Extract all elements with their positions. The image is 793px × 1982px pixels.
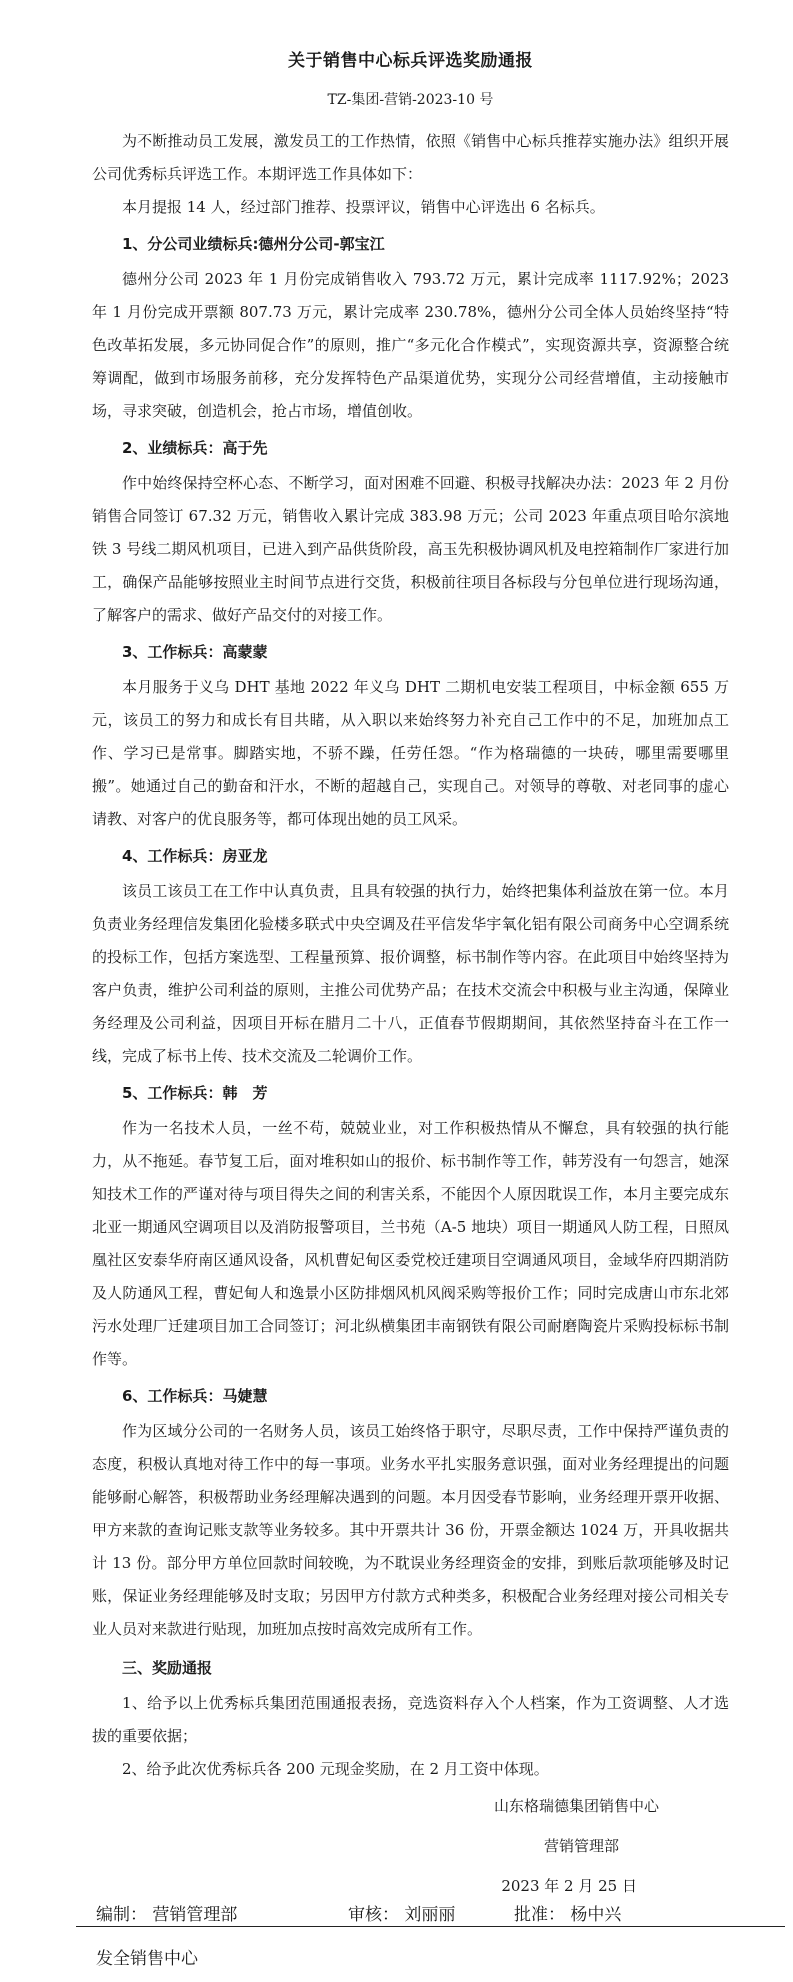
footer-reviewed-by: 审核： 刘丽丽 xyxy=(348,1905,456,1925)
footer-sent-to: 发全销售中心 xyxy=(96,1949,198,1969)
footer-divider xyxy=(76,1926,785,1927)
section-body: 德州分公司 2023 年 1 月份完成销售收入 793.72 万元，累计完成率 1117.92%；2023 年 1 月份完成开票额 807.73 万元，累计完成率 230.78%，德州分公司全体人员始终坚持“特色改革拓发展，多元协同促合作”的原则，推广“多元化合作模式”，实现资源共享，资源整合统筹调配，做到市场服务前移，充分发挥特色产品渠道优势，实现分公司经营增值，主动接触市场，寻求突破，创造机会，抢占市场，增值创收。 xyxy=(92,270,729,420)
section-heading: 5、工作标兵：韩 芳 xyxy=(122,1084,268,1102)
section-heading: 6、工作标兵：马婕慧 xyxy=(122,1387,268,1405)
signature-block xyxy=(92,1786,729,1906)
intro-paragraph: 为不断推动员工发展，激发员工的工作热情，依照《销售中心标兵推荐实施办法》组织开展公司优秀标兵评选工作。本期评选工作具体如下： xyxy=(92,132,729,183)
section-body: 本月服务于义乌 DHT 基地 2022 年义乌 DHT 二期机电安装工程项目，中标金额 655 万元，该员工的努力和成长有目共睹，从入职以来始终努力补充自己工作中的不足，加班加点工作、学习已是常事。脚踏实地，不骄不躁，任劳任怨。“作为格瑞德的一块砖，哪里需要哪里搬”。她通过自己的勤奋和汗水，不断的超越自己，实现自己。对领导的尊敬、对老同事的虚心请教、对客户的优良服务等，都可体现出她的员工风采。 xyxy=(92,678,729,828)
section-heading: 2、业绩标兵：高于先 xyxy=(122,439,268,457)
section-heading: 3、工作标兵：高蒙蒙 xyxy=(122,643,268,661)
section-body: 作为区域分公司的一名财务人员，该员工始终恪于职守，尽职尽责，工作中保持严谨负责的态度，积极认真地对待工作中的每一事项。业务水平扎实服务意识强，面对业务经理提出的问题能够耐心解答，积极帮助业务经理解决遇到的问题。本月因受春节影响，业务经理开票开收据、甲方来款的查询记账支款等业务较多。其中开票共计 36 份，开票金额达 1024 万，开具收据共计 13 份。部分甲方单位回款时间较晚，为不耽误业务经理资金的安排，到账后款项能够及时记账，保证业务经理能够及时支取；另因甲方付款方式种类多，积极配合业务经理对接公司相关专业人员对来款进行贴现，加班加点按时高效完成所有工作。 xyxy=(92,1422,729,1638)
section-heading: 4、工作标兵：房亚龙 xyxy=(122,847,268,865)
document-title: 关于销售中心标兵评选奖励通报 xyxy=(288,51,533,71)
footer-compiled-by: 编制： 营销管理部 xyxy=(96,1905,238,1925)
reward-item: 1、给予以上优秀标兵集团范围通报表扬，竞选资料存入个人档案，作为工资调整、人才选拔的重要依据； xyxy=(92,1694,729,1745)
section-heading: 1、分公司业绩标兵:德州分公司-郭宝江 xyxy=(122,235,385,253)
reward-item: 2、给予此次优秀标兵各 200 元现金奖励，在 2 月工资中体现。 xyxy=(122,1760,549,1778)
signature-department: 营销管理部 xyxy=(543,1837,619,1855)
intro-paragraph: 本月提报 14 人，经过部门推荐、投票评议，销售中心评选出 6 名标兵。 xyxy=(122,198,605,216)
signature-date: 2023 年 2 月 25 日 xyxy=(501,1877,637,1895)
document-number: TZ-集团-营销-2023-10 号 xyxy=(327,92,494,108)
signature-organization: 山东格瑞德集团销售中心 xyxy=(493,1797,659,1815)
section-body: 作为一名技术人员，一丝不苟，兢兢业业，对工作积极热情从不懈怠，具有较强的执行能力，从不拖延。春节复工后，面对堆积如山的报价、标书制作等工作，韩芳没有一句怨言，她深知技术工作的严谨对待与项目得失之间的利害关系，不能因个人原因耽误工作，本月主要完成东北亚一期通风空调项目以及消防报警项目，兰书苑（A-5 地块）项目一期通风人防工程，日照凤凰社区安泰华府南区通风设备，风机曹妃甸区委党校迁建项目空调通风项目，金域华府四期消防及人防通风工程，曹妃甸人和逸景小区防排烟风机风阀采购等报价工作；同时完成唐山市东北郊污水处理厂迁建项目加工合同签订；河北纵横集团丰南钢铁有限公司耐磨陶瓷片采购投标标书制作等。 xyxy=(92,1119,729,1368)
section-body: 作中始终保持空杯心态、不断学习，面对困难不回避、积极寻找解决办法：2023 年 2 月份销售合同签订 67.32 万元，销售收入累计完成 383.98 万元；公司 2023 年重点项目哈尔滨地铁 3 号线二期风机项目，已进入到产品供货阶段，高玉先积极协调风机及电控箱制作厂家进行加工，确保产品能够按照业主时间节点进行交货，积极前往项目各标段与分包单位进行现场沟通，了解客户的需求、做好产品交付的对接工作。 xyxy=(92,474,729,624)
reward-heading: 三、奖励通报 xyxy=(122,1659,213,1677)
footer-approved-by: 批准： 杨中兴 xyxy=(514,1905,622,1925)
section-body: 该员工该员工在工作中认真负责，且具有较强的执行力，始终把集体利益放在第一位。本月负责业务经理信发集团化验楼多联式中央空调及茌平信发华宇氧化铝有限公司商务中心空调系统的投标工作，包括方案选型、工程量预算、报价调整，标书制作等内容。在此项目中始终坚持为客户负责，维护公司利益的原则，主推公司优势产品；在技术交流会中积极与业主沟通，保障业务经理及公司利益，因项目开标在腊月二十八，正值春节假期期间，其依然坚持奋斗在工作一线，完成了标书上传、技术交流及二轮调价工作。 xyxy=(92,882,729,1065)
